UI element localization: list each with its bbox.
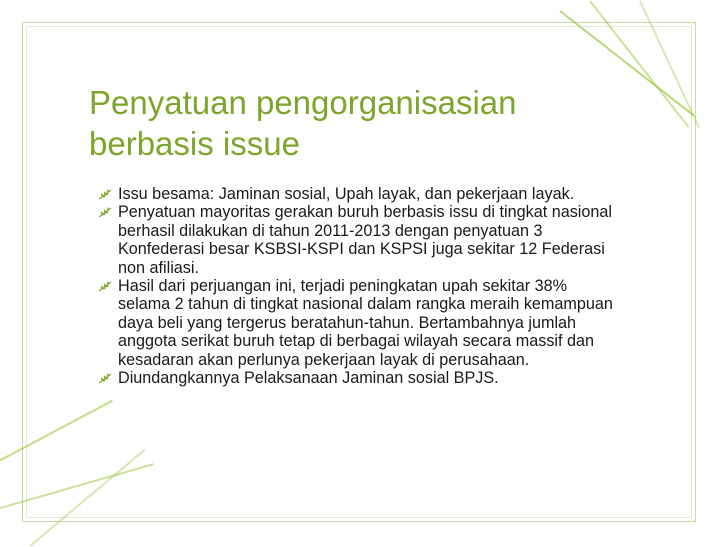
- bullet-item: [98, 203, 618, 277]
- wheat-stalk-icon: [98, 373, 112, 384]
- bullet-text: Diundangkannya Pelaksanaan Jaminan sosial BPJS.: [118, 369, 499, 388]
- bullet-text: Penyatuan mayoritas gerakan buruh berbasis issu di tingkat nasional berhasil dilakukan di tahun 2011-2013 dengan penyatuan 3 Konfederasi besar KSBSI-KSPI dan KSPSI juga sekitar 12 Federasi non afiliasi.: [118, 203, 613, 277]
- wheat-stalk-icon: [98, 207, 112, 218]
- bullet-item: [98, 277, 618, 369]
- slide-title: Penyatuan pengorganisasian berbasis issue: [89, 84, 517, 162]
- bullet-text: Hasil dari perjuangan ini, terjadi peningkatan upah sekitar 38% selama 2 tahun di tingkat nasional dalam rangka meraih kemampuan daya beli yang tergerus beratahun-tahun. Bertambahnya jumlah anggota serikat buruh tetap di berbagai wilayah secara massif dan kesadaran akan perlunya pekerjaan layak di perusahaan.: [118, 277, 613, 369]
- bullet-text: Issu besama: Jaminan sosial, Upah layak, dan pekerjaan layak.: [118, 185, 575, 203]
- bullet-item: [98, 369, 618, 387]
- bullet-item: [98, 185, 618, 203]
- wheat-stalk-icon: [98, 189, 112, 200]
- wheat-stalk-icon: [98, 281, 112, 292]
- bullet-list: [98, 185, 618, 387]
